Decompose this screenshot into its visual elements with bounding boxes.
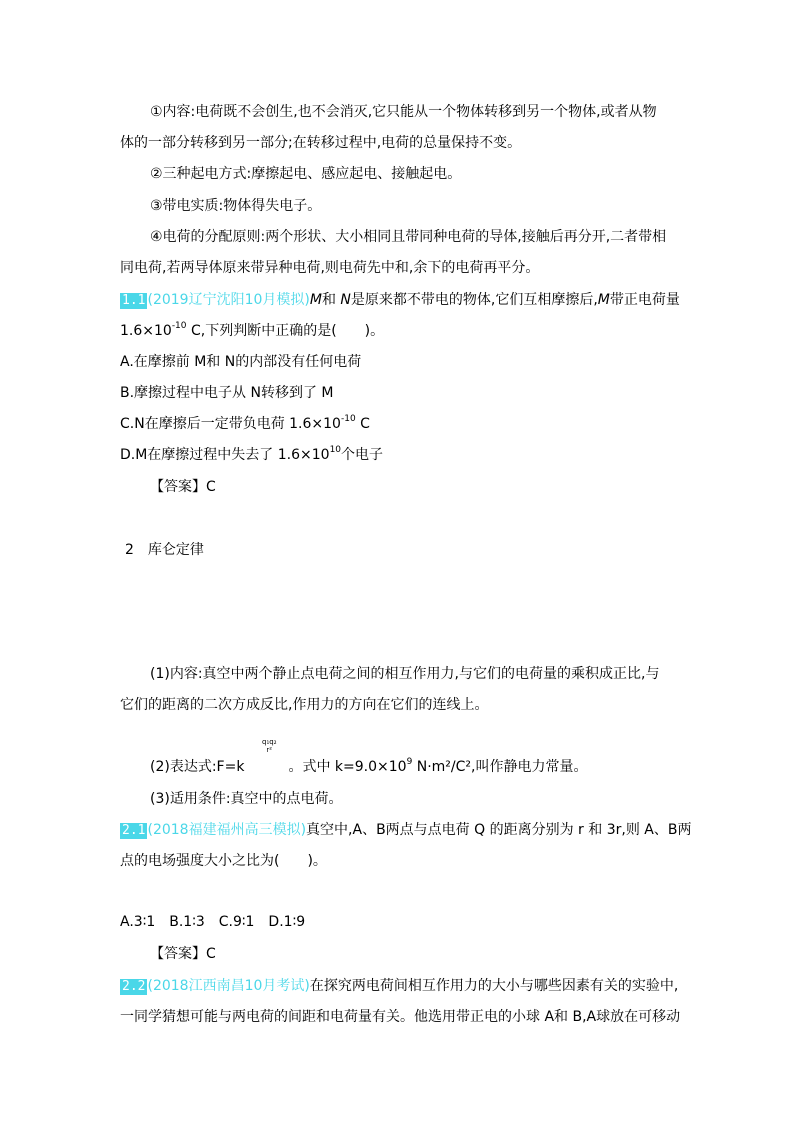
paragraph-line: ①内容:电荷既不会创生,也不会消灭,它只能从一个物体转移到另一个物体,或者从物: [150, 104, 657, 120]
question-tag: 2.1: [122, 823, 146, 838]
text: N·m²/C²,叫作静电力常量。: [412, 759, 588, 775]
text: (2)表达式:F=k: [150, 759, 245, 775]
question-2-1: [120, 820, 691, 840]
fraction: [262, 738, 277, 754]
paragraph-line: (1)内容:真空中两个静止点电荷之间的相互作用力,与它们的电荷量的乘积成正比,与: [150, 666, 660, 682]
question-source: (2018江西南昌10月考试): [147, 978, 310, 994]
fraction-denominator: r²: [266, 746, 273, 754]
text: 1.6×10: [120, 323, 172, 339]
var-m: M: [309, 292, 322, 308]
paragraph-line: (3)适用条件:真空中的点电荷。: [150, 791, 343, 807]
text: C,下列判断中正确的是( )。: [186, 323, 385, 339]
text: 真空中,A、B两点与点电荷 Q 的距离分别为 r 和 3r,则 A、B两: [306, 822, 692, 838]
paragraph-line: 体的一部分转移到另一部分;在转移过程中,电荷的总量保持不变。: [120, 135, 522, 151]
text: 个电子: [341, 447, 384, 463]
section-title: 2 库仑定律: [125, 542, 204, 558]
var-n: N: [340, 292, 351, 308]
paragraph-line: 它们的距离的二次方成反比,作用力的方向在它们的连线上。: [120, 697, 489, 713]
question-line: 一同学猜想可能与两电荷的间距和电荷量有关。他选用带正电的小球 A和 B,A球放在可移动: [120, 1009, 681, 1025]
fraction-numerator: q₁q₂: [262, 738, 277, 746]
paragraph-line: ④电荷的分配原则:两个形状、大小相同且带同种电荷的导体,接触后再分开,二者带相: [150, 229, 667, 245]
question-line: 点的电场强度大小之比为( )。: [120, 853, 327, 869]
paragraph-line: ②三种起电方式:摩擦起电、感应起电、接触起电。: [150, 166, 462, 182]
question-tag: 2.2: [122, 979, 146, 994]
question-source: (2019辽宁沈阳10月模拟): [147, 292, 310, 308]
question-1-1: [120, 290, 680, 310]
text: C.N在摩擦后一定带负电荷 1.6×10: [120, 416, 341, 432]
text: 是原来都不带电的物体,它们互相摩擦后,: [350, 292, 598, 308]
text: C: [355, 416, 370, 432]
question-line: [120, 321, 384, 341]
question-tag: 1.1: [122, 293, 146, 308]
question-source: (2018福建福州高三模拟): [147, 822, 307, 838]
option-b: B.摩擦过程中电子从 N转移到了 M: [120, 385, 334, 401]
text: 带正电荷量: [609, 292, 680, 308]
exponent: 10: [329, 445, 342, 456]
formula-line: [150, 757, 587, 777]
text: 和: [321, 292, 341, 308]
answer: 【答案】C: [150, 946, 216, 962]
option-a: A.在摩擦前 M和 N的内部没有任何电荷: [120, 354, 362, 370]
option-d: [120, 445, 383, 465]
answer: 【答案】C: [150, 479, 216, 495]
paragraph-line: ③带电实质:物体得失电子。: [150, 198, 322, 214]
text: 。式中 k=9.0×10: [288, 759, 407, 775]
exponent: 9: [406, 757, 413, 768]
options-row: A.3∶1 B.1∶3 C.9∶1 D.1∶9: [120, 914, 306, 930]
var-m: M: [597, 292, 610, 308]
text: D.M在摩擦过程中失去了 1.6×10: [120, 447, 330, 463]
option-c: [120, 414, 370, 434]
paragraph-line: 同电荷,若两导体原来带异种电荷,则电荷先中和,余下的电荷再平分。: [120, 260, 540, 276]
text: 在探究两电荷间相互作用力的大小与哪些因素有关的实验中,: [309, 978, 679, 994]
exponent: -10: [340, 414, 356, 425]
exponent: -10: [171, 321, 187, 332]
question-2-2: [120, 976, 678, 996]
